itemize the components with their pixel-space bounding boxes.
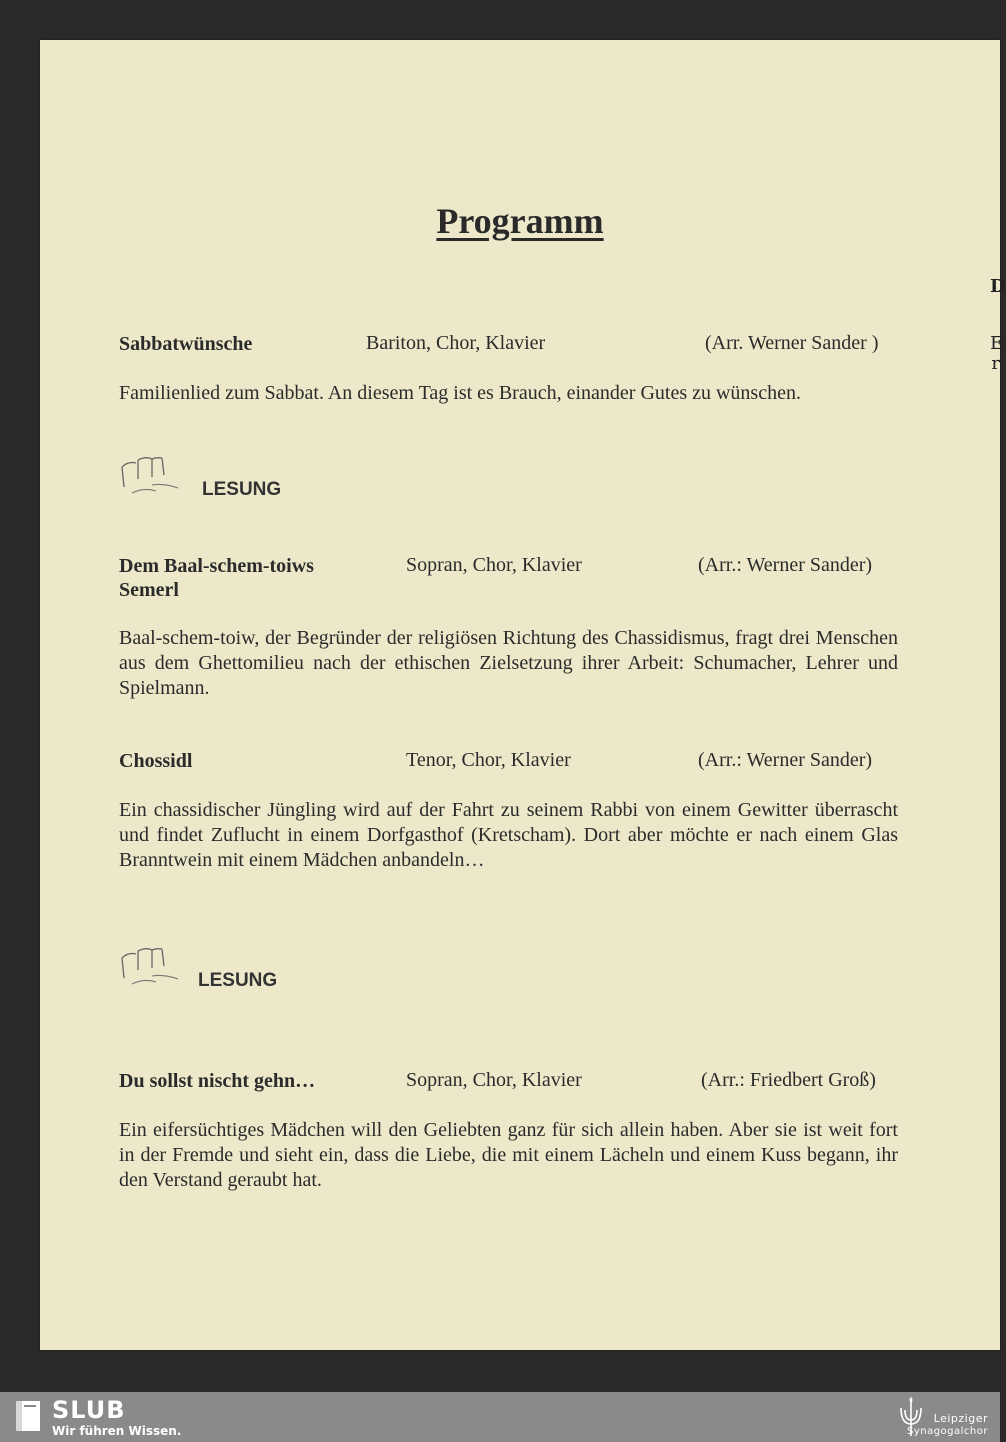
piece-description: Baal-schem-toiw, der Begründer der religiösen Richtung des Chassidismus, fragt drei Menschen aus dem Ghettomilieu nach der ethischen Zielsetzung ihrer Arbeit: Schumacher, Lehrer und Spielmann. [119,627,898,699]
piece-arrangement: (Arr. Werner Sander ) [705,332,879,354]
book-sketch-icon [118,946,188,991]
piece-arrangement: (Arr.: Werner Sander) [698,749,873,771]
slub-tagline: Wir führen Wissen. [52,1424,182,1438]
piece-description: Ein eifersüchtiges Mädchen will den Geliebten ganz für sich allein haben. Aber sie ist weit fort in der Fremde und sieht ein, dass die Liebe, die mit einem Lächeln und einem Kuss begann, ihr den Verstand geraubt hat. [119,1119,898,1191]
edge-fragment: D [990,276,1006,297]
book-sketch-icon [118,455,188,500]
lesung-label: LESUNG [198,970,278,991]
program-page [40,40,1006,1350]
piece-title: Du sollst nischt gehn… [119,1070,316,1092]
page-title: Programm [436,201,604,241]
piece-arrangement: (Arr.: Werner Sander) [698,554,873,576]
choir-name-line2: Synagogalchor [906,1426,988,1437]
piece-voices: Tenor, Chor, Klavier [406,749,571,771]
next-page-edge [990,270,1006,430]
piece-title: Chossidl [119,750,193,772]
slub-name: SLUB [52,1396,126,1424]
piece-description: Ein chassidischer Jüngling wird auf der Fahrt zu seinem Rabbi von einem Gewitter überrascht und findet Zuflucht in einem Dorfgasthof (Kretscham). Dort aber möchte er nach einem Glas Branntwein mit einem Mädchen anbandeln… [119,799,898,871]
piece-voices: Bariton, Chor, Klavier [366,332,546,354]
edge-fragment: r [991,353,1000,374]
slub-logo-icon [14,1399,42,1433]
piece-voices: Sopran, Chor, Klavier [406,554,582,576]
choir-name-line1: Leipziger [933,1412,988,1425]
piece-description: Familienlied zum Sabbat. An diesem Tag ist es Brauch, einander Gutes zu wünschen. [119,382,801,404]
footer-bar [0,1392,1000,1442]
piece-title: Dem Baal-schem-toiws Semerl [119,555,314,601]
piece-voices: Sopran, Chor, Klavier [406,1069,582,1091]
piece-arrangement: (Arr.: Friedbert Groß) [701,1069,876,1091]
lesung-label: LESUNG [202,479,282,500]
edge-fragment: E [990,333,1004,354]
piece-title: Sabbatwünsche [119,333,253,355]
